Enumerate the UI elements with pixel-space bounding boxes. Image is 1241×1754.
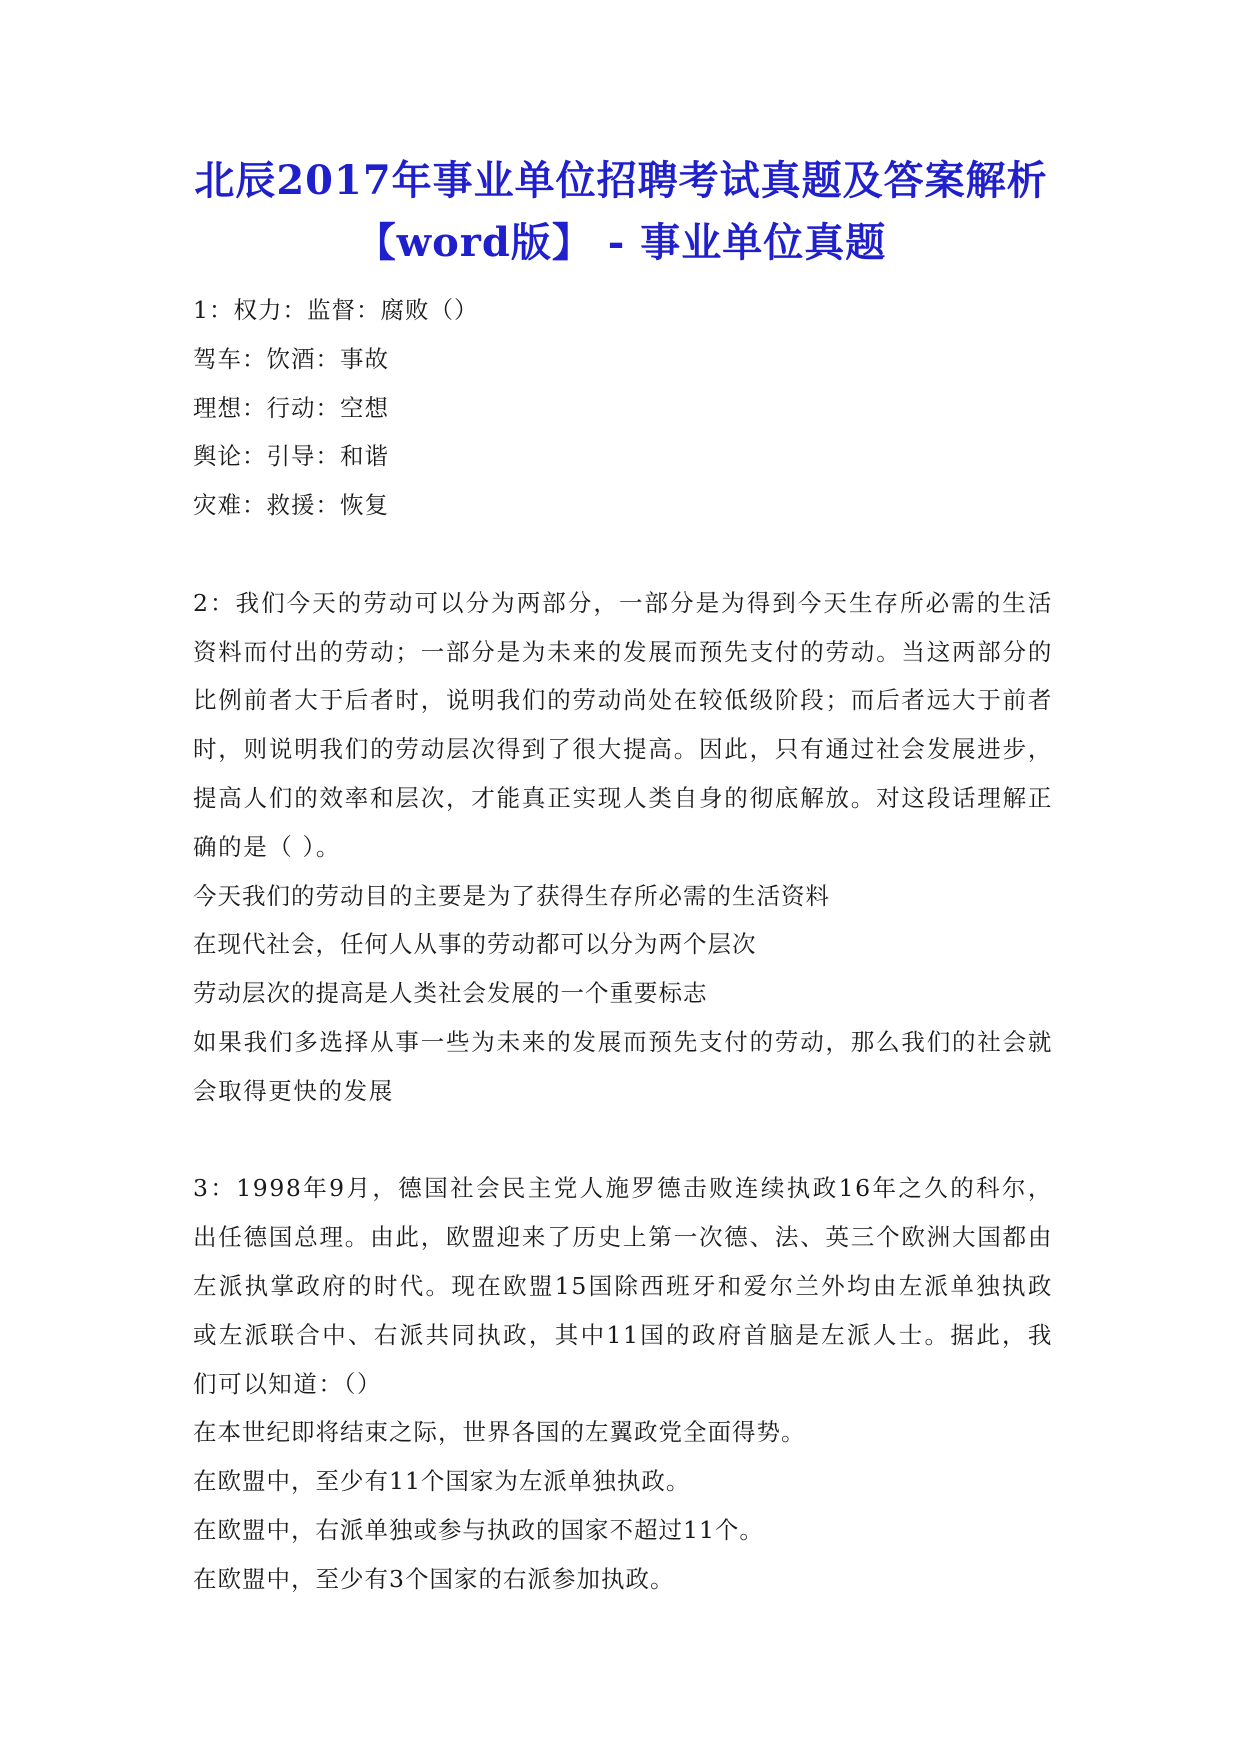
document-body <box>193 286 1053 1604</box>
question-2-option: 劳动层次的提高是人类社会发展的一个重要标志 <box>193 979 708 1008</box>
spacer <box>193 530 1053 579</box>
question-2-stem: 2：我们今天的劳动可以分为两部分，一部分是为得到今天生存所必需的生活资料而付出的劳动；一部分是为未来的发展而预先支付的劳动。当这两部分的比例前者大于后者时，说明我们的劳动尚处在较低级阶段；而后者远大于前者时，则说明我们的劳动层次得到了很大提高。因此，只有通过社会发展进步，提高人们的效率和层次，才能真正实现人类自身的彻底解放。对这段话理解正确的是（ ）。 <box>193 588 1053 861</box>
question-1-option: 驾车：饮酒：事故 <box>193 344 389 373</box>
spacer <box>193 1116 1053 1165</box>
question-3-stem: 3：1998年9月，德国社会民主党人施罗德击败连续执政16年之久的科尔，出任德国总理。由此，欧盟迎来了历史上第一次德、法、英三个欧洲大国都由左派执掌政府的时代。现在欧盟15国除西班牙和爱尔兰外均由左派单独执政或左派联合中、右派共同执政，其中11国的政府首脑是左派人士。据此，我们可以知道：（） <box>193 1174 1053 1398</box>
question-2-option: 今天我们的劳动目的主要是为了获得生存所必需的生活资料 <box>193 881 830 910</box>
question-3-option: 在欧盟中，至少有11个国家为左派单独执政。 <box>193 1467 691 1496</box>
question-2-option: 在现代社会，任何人从事的劳动都可以分为两个层次 <box>193 930 757 959</box>
document-title: 北辰2017年事业单位招聘考试真题及答案解析【word版】 - 事业单位真题 <box>194 157 1048 266</box>
question-1-option: 舆论：引导：和谐 <box>193 442 389 471</box>
question-1-stem: 1：权力：监督：腐败（） <box>193 296 479 324</box>
question-1-option: 灾难：救援：恢复 <box>193 491 389 520</box>
question-3-option: 在本世纪即将结束之际，世界各国的左翼政党全面得势。 <box>193 1418 806 1447</box>
question-3-option: 在欧盟中，至少有3个国家的右派参加执政。 <box>193 1564 675 1593</box>
question-2-option: 如果我们多选择从事一些为未来的发展而预先支付的劳动，那么我们的社会就会取得更快的发展 <box>193 1027 1053 1105</box>
question-1-option: 理想：行动：空想 <box>193 393 389 422</box>
question-3-option: 在欧盟中，右派单独或参与执政的国家不超过11个。 <box>193 1515 764 1544</box>
